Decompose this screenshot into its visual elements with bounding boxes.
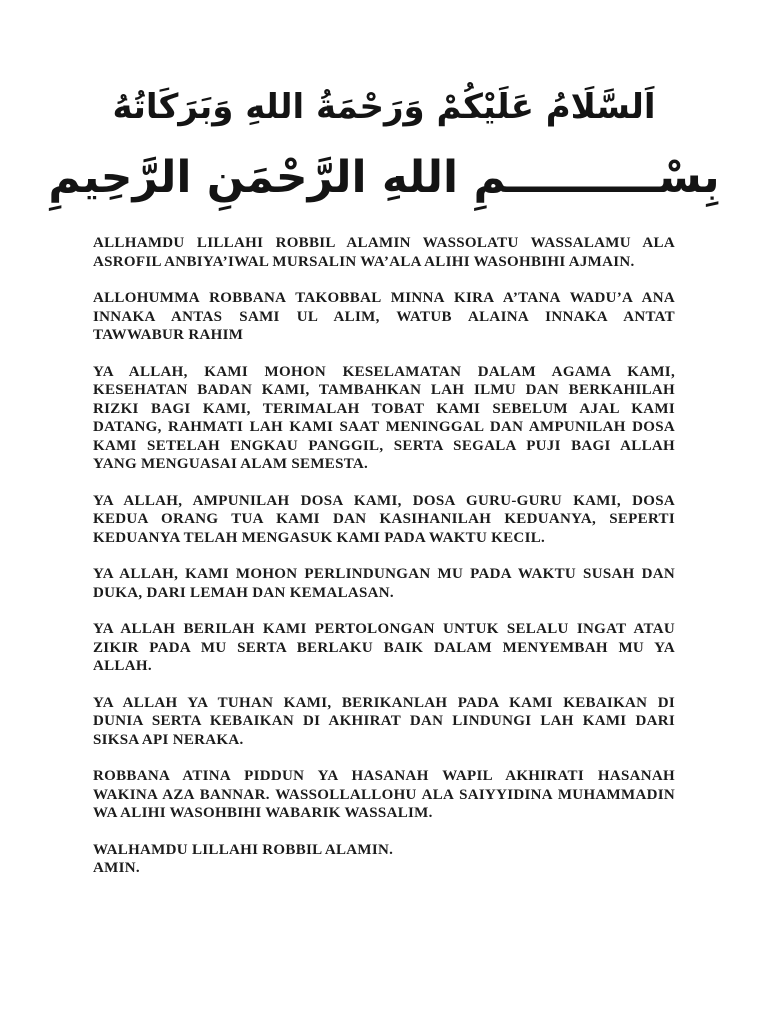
text-line: YANG MENGUASAI ALAM SEMESTA. (93, 456, 369, 472)
text-line: ALLOHUMMA ROBBANA TAKOBBAL MINNA KIRA A’TANA WADU’A ANA (93, 290, 675, 306)
text-line: ALLAH. (93, 658, 152, 674)
text-line: KESEHATAN BADAN KAMI, TAMBAHKAN LAH ILMU DAN BERKAHILAH (93, 382, 675, 398)
text-line: ZIKIR PADA MU SERTA BERLAKU BAIK DALAM MENYEMBAH MU YA (93, 639, 675, 656)
arabic-salam-calligraphy: اَلسَّلَامُ عَلَيْكُمْ وَرَحْمَةُ اللهِ وَبَرَكَاتُهُ (112, 87, 656, 127)
text-line: AMIN. (93, 860, 140, 876)
paragraph (93, 289, 675, 345)
paragraph (93, 767, 675, 823)
prayer-text-body (93, 234, 675, 878)
arabic-basmala-calligraphy: بِسْــــــــــمِ اللهِ الرَّحْمَنِ الرَّحِيمِ (48, 152, 720, 203)
text-line: TAWWABUR RAHIM (93, 327, 244, 343)
text-line: INNAKA ANTAS SAMI UL ALIM, WATUB ALAINA INNAKA ANTAT (93, 308, 675, 325)
text-line: YA ALLAH, AMPUNILAH DOSA KAMI, DOSA GURU-GURU KAMI, DOSA (93, 492, 675, 509)
paragraph (93, 492, 675, 548)
text-line: WA ALIHI WASOHBIHI WABARIK WASSALIM. (93, 805, 433, 821)
text-line: WAKINA AZA BANNAR. WASSOLLALLOHU ALA SAIYYIDINA MUHAMMADIN (93, 786, 675, 803)
paragraph (93, 363, 675, 474)
paragraph (93, 565, 675, 602)
text-line: DUNIA SERTA KEBAIKAN DI AKHIRAT DAN LINDUNGI LAH KAMI DARI (93, 713, 675, 729)
text-line: RIZKI BAGI KAMI, TERIMALAH TOBAT KAMI SEBELUM AJAL KAMI (93, 400, 675, 417)
paragraph (93, 620, 675, 676)
text-line: YA ALLAH YA TUHAN KAMI, BERIKANLAH PADA KAMI KEBAIKAN DI (93, 694, 675, 711)
text-line: ALLHAMDU LILLAHI ROBBIL ALAMIN WASSOLATU WASSALAMU ALA (93, 235, 675, 251)
text-line: DATANG, RAHMATI LAH KAMI SAAT MENINGGAL DAN AMPUNILAH DOSA (93, 419, 675, 435)
text-line: WALHAMDU LILLAHI ROBBIL ALAMIN. (93, 841, 394, 858)
text-line: YA ALLAH BERILAH KAMI PERTOLONGAN UNTUK SELALU INGAT ATAU (93, 621, 675, 637)
text-line: SIKSA API NERAKA. (93, 731, 244, 748)
text-line: KEDUANYA TELAH MENGASUK KAMI PADA WAKTU KECIL. (93, 529, 546, 546)
text-line: DUKA, DARI LEMAH DAN KEMALASAN. (93, 584, 394, 601)
text-line: ASROFIL ANBIYA’IWAL MURSALIN WA’ALA ALIHI WASOHBIHI AJMAIN. (93, 253, 635, 270)
paragraph (93, 234, 675, 271)
text-line: ROBBANA ATINA PIDDUN YA HASANAH WAPIL AKHIRATI HASANAH (93, 768, 675, 784)
paragraph (93, 841, 675, 878)
text-line: YA ALLAH, KAMI MOHON KESELAMATAN DALAM AGAMA KAMI, (93, 363, 675, 380)
text-line: KAMI SETELAH ENGKAU PANGGIL, SERTA SEGALA PUJI BAGI ALLAH (93, 437, 675, 454)
paragraph (93, 694, 675, 750)
text-line: KEDUA ORANG TUA KAMI DAN KASIHANILAH KEDUANYA, SEPERTI (93, 511, 675, 527)
text-line: YA ALLAH, KAMI MOHON PERLINDUNGAN MU PADA WAKTU SUSAH DAN (93, 566, 675, 582)
